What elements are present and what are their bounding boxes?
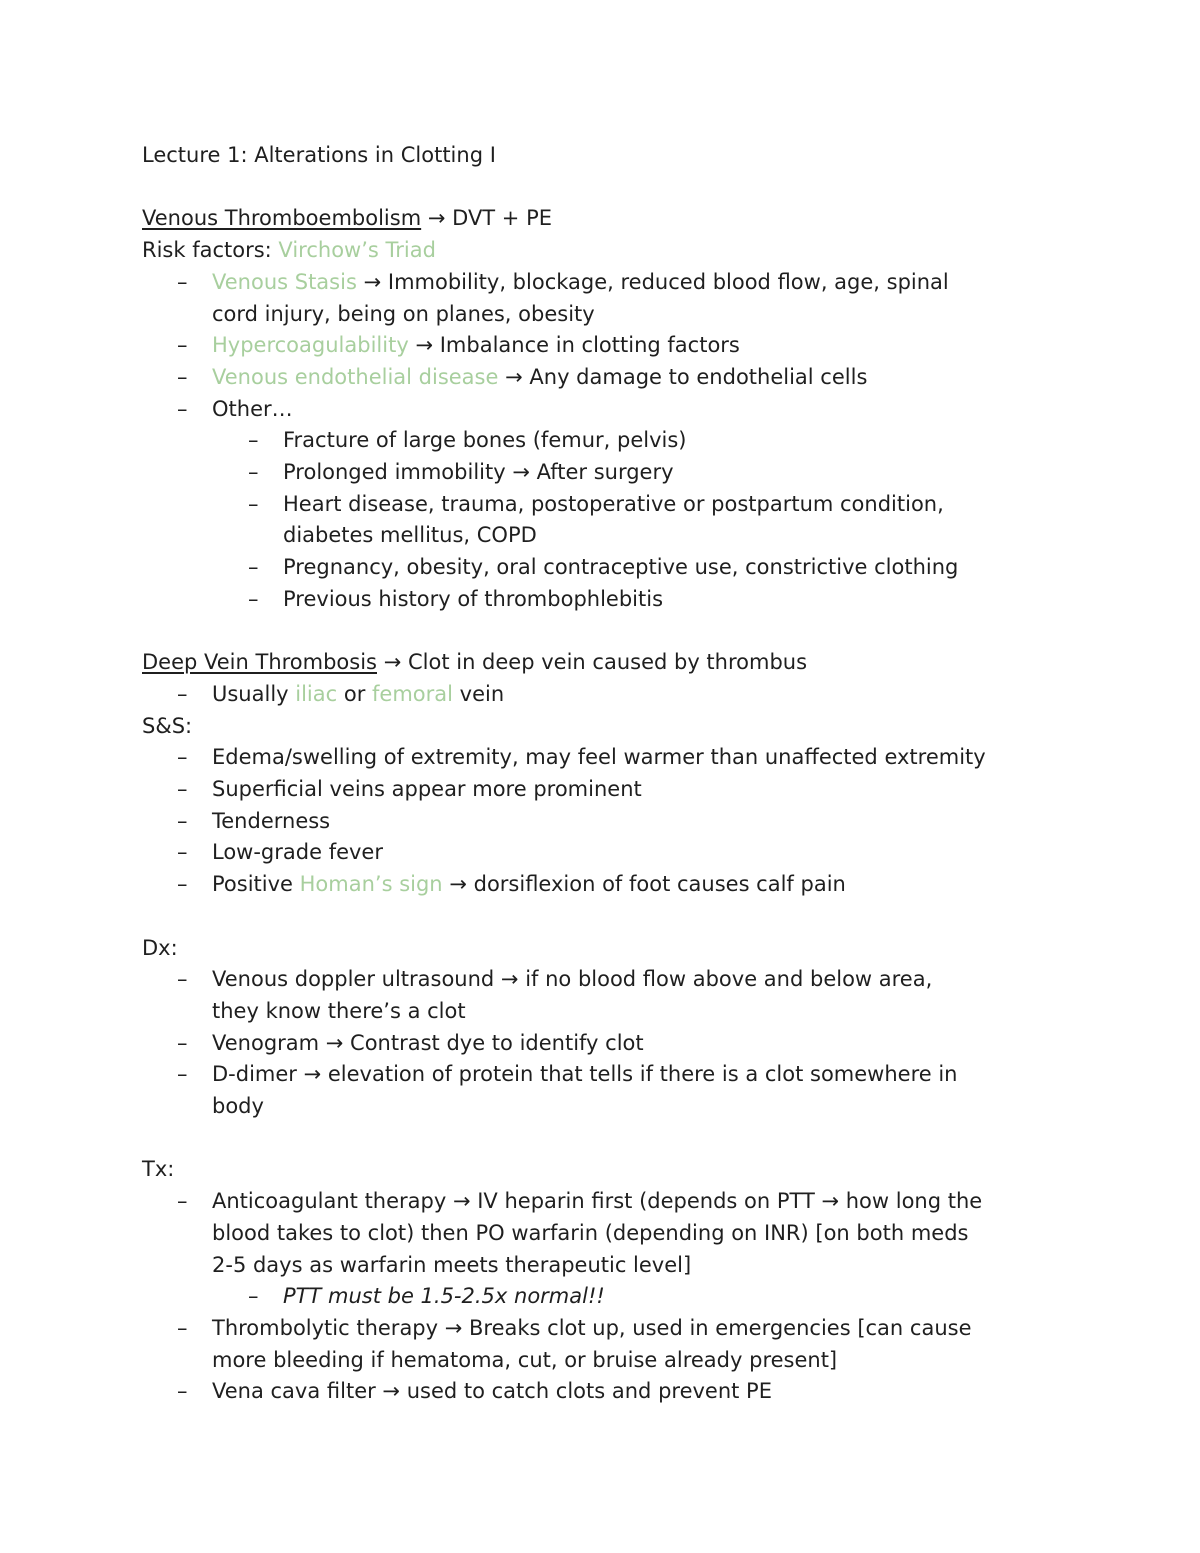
- risk-factor-description: Any damage to endothelial cells: [529, 364, 868, 389]
- item-text: [212, 362, 1102, 394]
- ptt-note: PTT must be 1.5-2.5x normal!!: [283, 1284, 605, 1309]
- bullet-dash: –: [248, 460, 259, 485]
- list-item-dx: [142, 1059, 1102, 1122]
- item-text: Vena cava filter → used to catch clots and prevent PE: [212, 1379, 772, 1404]
- item-text: they know there’s a clot: [212, 998, 466, 1023]
- iliac-term: iliac: [295, 681, 338, 706]
- bullet-dash: –: [177, 840, 188, 865]
- bullet-dash: –: [177, 808, 188, 833]
- ss-list: [142, 742, 1102, 869]
- risk-factor-description: Immobility, blockage, reduced blood flow, age, spinal: [387, 269, 949, 294]
- arrow-glyph: →: [449, 872, 467, 897]
- list-item-risk-factor: [142, 362, 1102, 394]
- list-item-dx: [142, 1028, 1102, 1060]
- bullet-dash: –: [248, 1284, 259, 1309]
- item-text: Fracture of large bones (femur, pelvis): [283, 428, 687, 453]
- bullet-dash: –: [248, 586, 259, 611]
- list-item-dx: [142, 964, 1102, 1027]
- bullet-dash: –: [177, 967, 188, 992]
- risk-factor-term: Hypercoagulability: [212, 333, 409, 358]
- ss-label: S&S:: [142, 713, 193, 738]
- item-text: Previous history of thrombophlebitis: [283, 586, 664, 611]
- vte-heading-rest: DVT + PE: [452, 206, 553, 231]
- dx-list: [142, 964, 1102, 1123]
- usually-text: Usually: [212, 681, 296, 706]
- arrow-glyph: →: [363, 269, 382, 294]
- list-item-other-risk: [142, 489, 1102, 552]
- item-text: cord injury, being on planes, obesity: [212, 301, 595, 326]
- bullet-dash: –: [177, 777, 188, 802]
- item-text: Venogram → Contrast dye to identify clot: [212, 1030, 644, 1055]
- list-item-tx: [142, 1376, 1102, 1408]
- bullet-dash: –: [248, 555, 259, 580]
- item-text: D-dimer → elevation of protein that tells if there is a clot somewhere in: [212, 1062, 958, 1087]
- list-item-other-risk: [142, 584, 1102, 616]
- item-text: [212, 330, 1102, 362]
- bullet-dash: –: [248, 428, 259, 453]
- item-text: more bleeding if hematoma, cut, or bruise already present]: [212, 1347, 838, 1372]
- item-text: Heart disease, trauma, postoperative or postpartum condition,: [283, 491, 944, 516]
- tx-anticoagulant-list: [142, 1186, 1102, 1281]
- list-item-symptom: [142, 774, 1102, 806]
- other-risk-list: [142, 425, 1102, 615]
- homans-sign-term: Homan’s sign: [299, 872, 443, 897]
- item-text: Venous doppler ultrasound → if no blood flow above and below area,: [212, 967, 933, 992]
- homans-line: [212, 869, 1102, 901]
- item-text: Prolonged immobility → After surgery: [283, 460, 674, 485]
- arrow-glyph: →: [427, 206, 446, 231]
- symptom-text: Edema/swelling of extremity, may feel warmer than unaffected extremity: [212, 745, 986, 770]
- dx-label: Dx:: [142, 935, 178, 960]
- list-item-symptom: [142, 806, 1102, 838]
- bullet-dash: –: [177, 872, 188, 897]
- anticoagulant-text: 2-5 days as warfarin meets therapeutic level]: [212, 1252, 692, 1277]
- list-item-other-risk: [142, 552, 1102, 584]
- bullet-dash: –: [177, 681, 188, 706]
- list-item-anticoagulant: [142, 1186, 1102, 1281]
- vte-heading-line: [142, 203, 1102, 235]
- femoral-term: femoral: [372, 681, 453, 706]
- item-text: Pregnancy, obesity, oral contraceptive use, constrictive clothing: [283, 555, 959, 580]
- list-item-other: [142, 394, 1102, 426]
- other-label: Other…: [212, 396, 293, 421]
- usually-line: [212, 679, 1102, 711]
- list-item-risk-factor: [142, 330, 1102, 362]
- risk-factor-term: Venous Stasis: [212, 269, 357, 294]
- item-text: Thrombolytic therapy → Breaks clot up, used in emergencies [can cause: [212, 1315, 972, 1340]
- bullet-dash: –: [177, 1379, 188, 1404]
- symptom-text: Superficial veins appear more prominent: [212, 777, 642, 802]
- item-text: diabetes mellitus, COPD: [283, 523, 537, 548]
- or-text: or: [337, 681, 373, 706]
- list-item-risk-factor: [142, 267, 1102, 330]
- list-item-tx: [142, 1313, 1102, 1376]
- bullet-dash: –: [177, 1062, 188, 1087]
- item-text: body: [212, 1094, 264, 1119]
- positive-text: Positive: [212, 872, 300, 897]
- risk-factor-list: [142, 267, 1102, 394]
- risk-factor-term: Venous endothelial disease: [212, 364, 499, 389]
- page-title: Lecture 1: Alterations in Clotting I: [142, 143, 496, 167]
- risk-factors-label: Risk factors:: [142, 238, 279, 263]
- list-item-homans: [142, 869, 1102, 901]
- virchows-triad-term: Virchow’s Triad: [278, 238, 436, 263]
- list-item-other-risk: [142, 457, 1102, 489]
- anticoagulant-text: blood takes to clot) then PO warfarin (depending on INR) [on both meds: [212, 1220, 969, 1245]
- bullet-dash: –: [177, 364, 188, 389]
- vein-text: vein: [453, 681, 505, 706]
- risk-factor-description: Imbalance in clotting factors: [439, 333, 740, 358]
- bullet-dash: –: [177, 269, 188, 294]
- risk-factors-line: [142, 235, 1102, 267]
- item-text: [212, 267, 1102, 299]
- anticoagulant-text: Anticoagulant therapy → IV heparin first (depends on PTT → how long the: [212, 1189, 983, 1214]
- tx-other-list: [142, 1313, 1102, 1408]
- arrow-glyph: →: [415, 333, 434, 358]
- bullet-dash: –: [177, 333, 188, 358]
- list-item-symptom: [142, 742, 1102, 774]
- bullet-dash: –: [248, 491, 259, 516]
- document-content: [142, 140, 1102, 1408]
- list-item-symptom: [142, 837, 1102, 869]
- bullet-dash: –: [177, 1315, 188, 1340]
- list-item-usually: [142, 679, 1102, 711]
- bullet-dash: –: [177, 745, 188, 770]
- dvt-heading: Deep Vein Thrombosis: [142, 650, 377, 675]
- tx-label: Tx:: [142, 1157, 175, 1182]
- list-item-other-risk: [142, 425, 1102, 457]
- homans-description: dorsiflexion of foot causes calf pain: [473, 872, 846, 897]
- list-item-ptt-note: [142, 1281, 1102, 1313]
- arrow-glyph: →: [505, 364, 523, 389]
- arrow-glyph: →: [383, 650, 402, 675]
- dvt-heading-rest: Clot in deep vein caused by thrombus: [407, 650, 808, 675]
- vte-heading: Venous Thromboembolism: [142, 206, 422, 231]
- dvt-heading-line: [142, 647, 1102, 679]
- bullet-dash: –: [177, 396, 188, 421]
- bullet-dash: –: [177, 1189, 188, 1214]
- symptom-text: Tenderness: [212, 808, 331, 833]
- bullet-dash: –: [177, 1030, 188, 1055]
- symptom-text: Low-grade fever: [212, 840, 383, 865]
